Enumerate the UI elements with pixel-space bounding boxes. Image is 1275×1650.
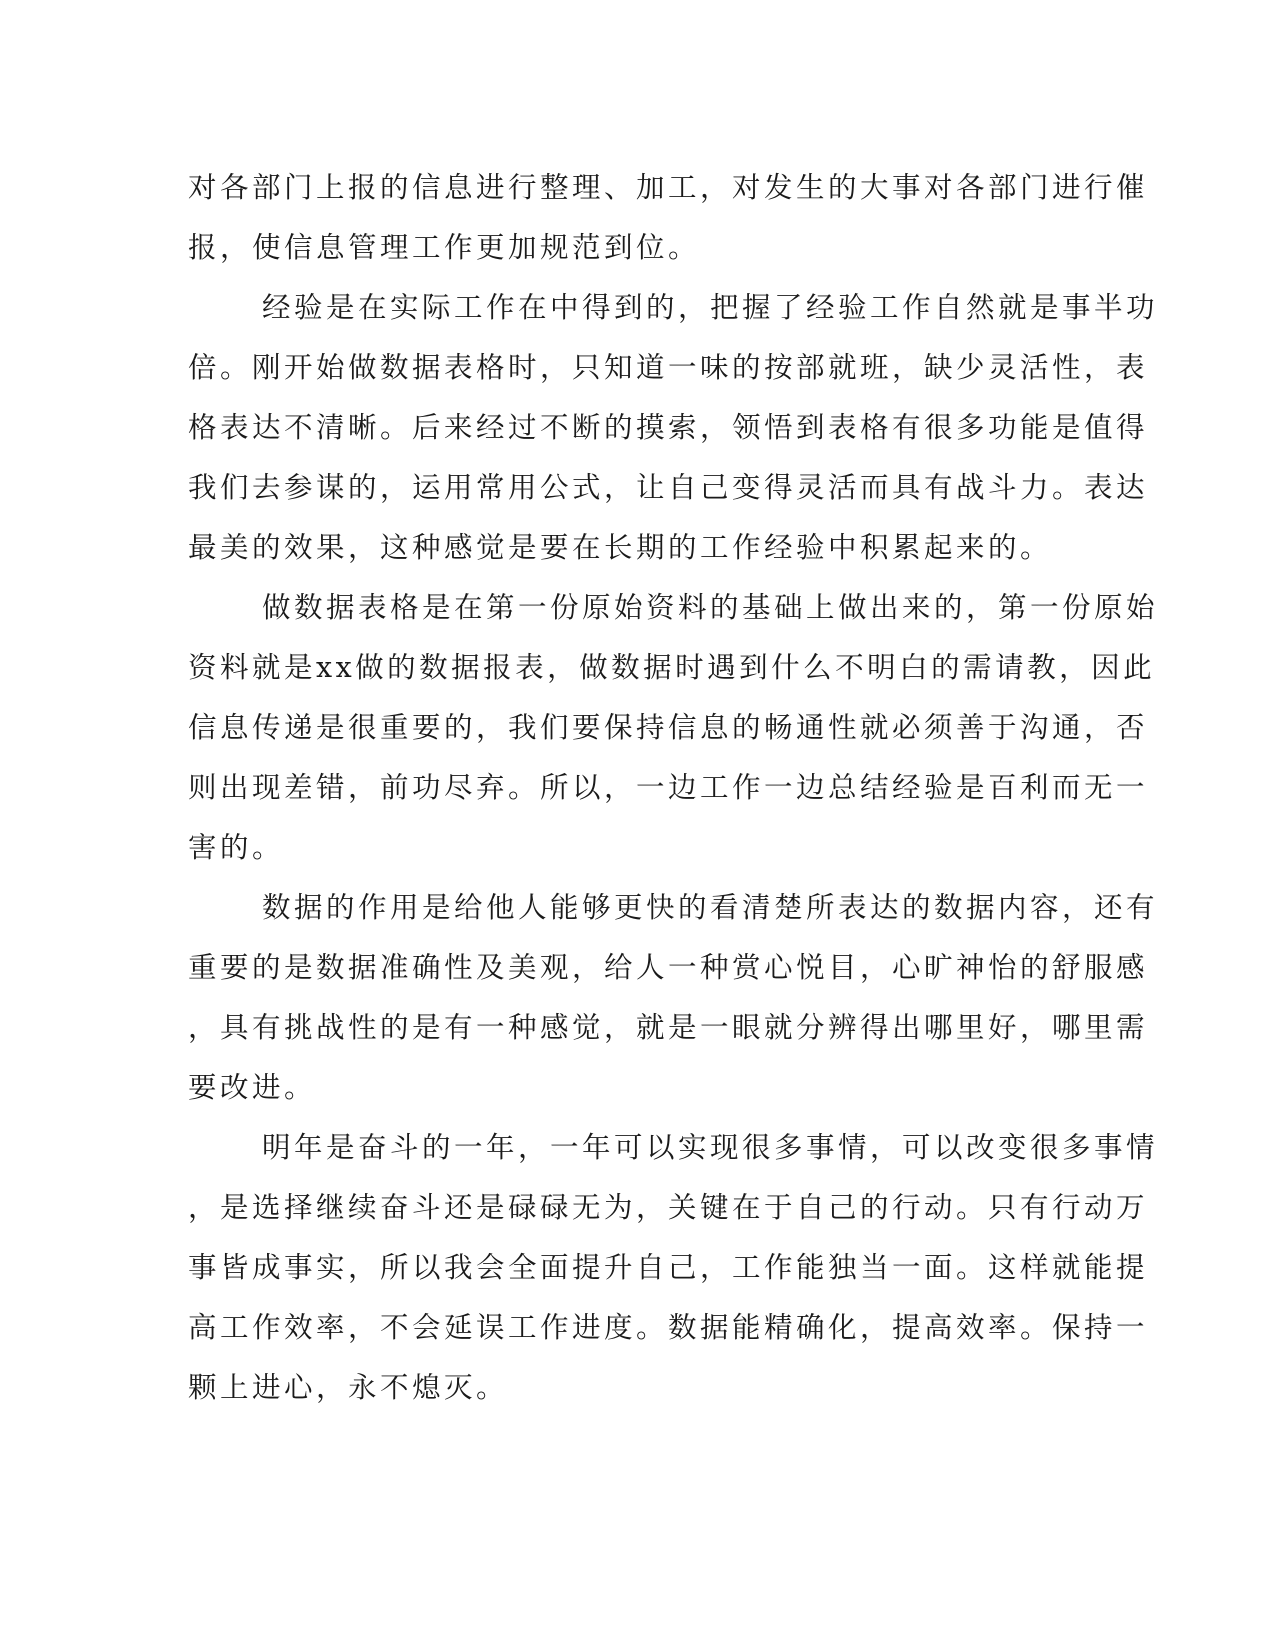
text-line: ，具有挑战性的是有一种感觉，就是一眼就分辨得出哪里好，哪里需 <box>188 1011 1149 1044</box>
text-line: 颗上进心，永不熄灭。 <box>188 1371 509 1404</box>
paragraph-3 <box>188 578 1159 878</box>
text-line: 倍。刚开始做数据表格时，只知道一味的按部就班，缺少灵活性，表 <box>188 351 1149 384</box>
text-line: 做数据表格是在第一份原始资料的基础上做出来的，第一份原始 <box>262 591 1159 624</box>
text-line: ，是选择继续奋斗还是碌碌无为，关键在于自己的行动。只有行动万 <box>188 1191 1149 1224</box>
text-line: 高工作效率，不会延误工作进度。数据能精确化，提高效率。保持一 <box>188 1311 1149 1344</box>
text-line: 信息传递是很重要的，我们要保持信息的畅通性就必须善于沟通，否 <box>188 711 1149 744</box>
text-line: 数据的作用是给他人能够更快的看清楚所表达的数据内容，还有 <box>262 891 1159 924</box>
text-line: 经验是在实际工作在中得到的，把握了经验工作自然就是事半功 <box>262 291 1159 324</box>
document-body <box>188 158 1159 1418</box>
text-line: 最美的效果，这种感觉是要在长期的工作经验中积累起来的。 <box>188 531 1053 564</box>
text-line: 格表达不清晰。后来经过不断的摸索，领悟到表格有很多功能是值得 <box>188 411 1149 444</box>
text-line: 重要的是数据准确性及美观，给人一种赏心悦目，心旷神怡的舒服感 <box>188 951 1149 984</box>
paragraph-1 <box>188 158 1149 278</box>
text-line: 资料就是xx做的数据报表，做数据时遇到什么不明白的需请教，因此 <box>188 651 1156 684</box>
text-line: 对各部门上报的信息进行整理、加工，对发生的大事对各部门进行催 <box>188 171 1149 204</box>
paragraph-5 <box>188 1118 1159 1418</box>
text-line: 则出现差错，前功尽弃。所以，一边工作一边总结经验是百利而无一 <box>188 771 1149 804</box>
paragraph-4 <box>188 878 1159 1118</box>
text-line: 明年是奋斗的一年，一年可以实现很多事情，可以改变很多事情 <box>262 1131 1159 1164</box>
paragraph-2 <box>188 278 1159 578</box>
text-line: 事皆成事实，所以我会全面提升自己，工作能独当一面。这样就能提 <box>188 1251 1149 1284</box>
text-line: 要改进。 <box>188 1071 317 1104</box>
text-line: 害的。 <box>188 831 285 864</box>
text-line: 我们去参谋的，运用常用公式，让自己变得灵活而具有战斗力。表达 <box>188 471 1149 504</box>
text-line: 报，使信息管理工作更加规范到位。 <box>188 231 701 264</box>
